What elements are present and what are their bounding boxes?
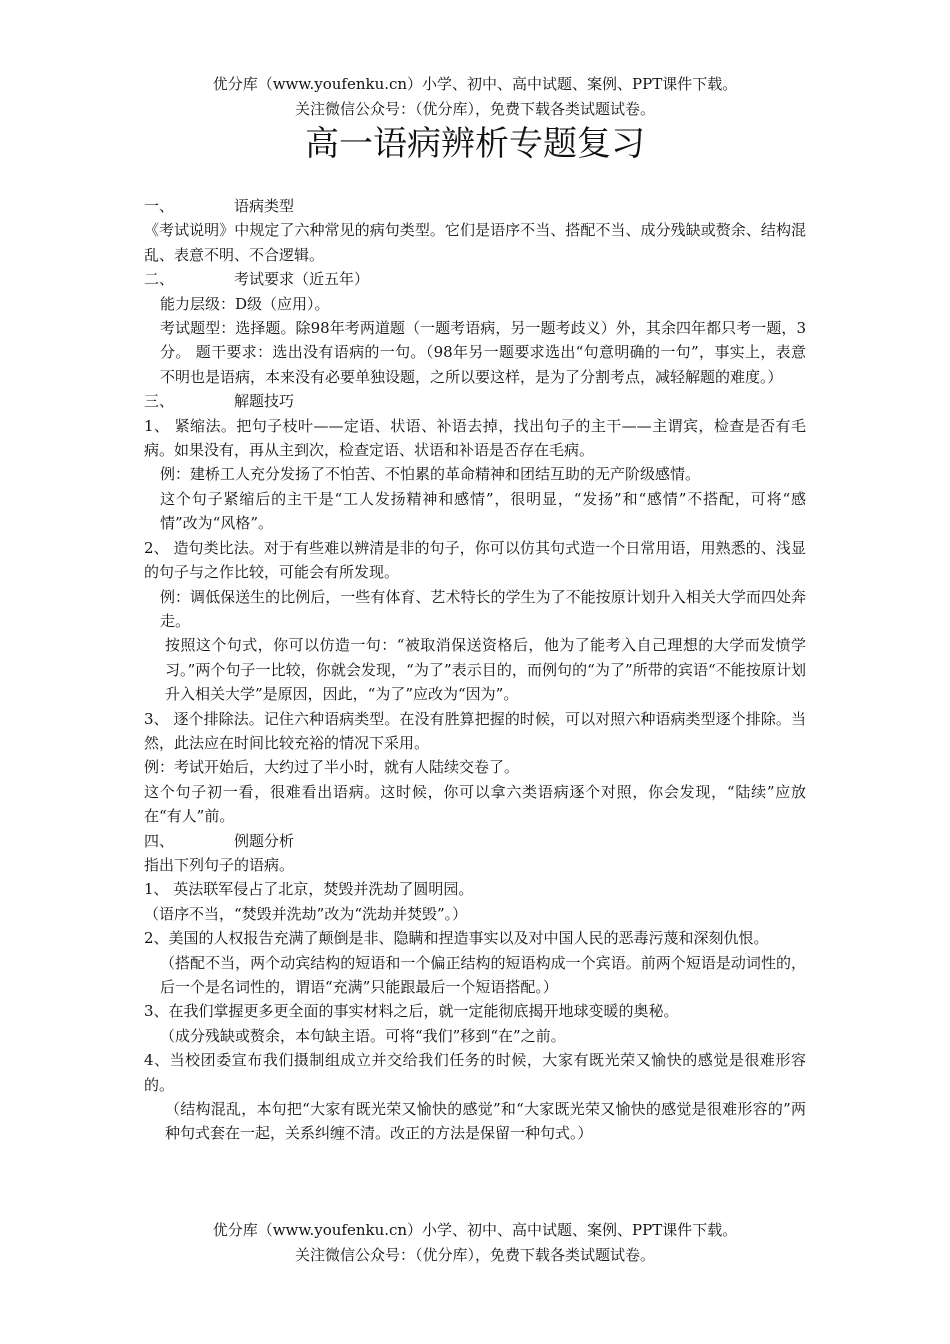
exercise-item: 2、美国的人权报告充满了颠倒是非、隐瞒和捏造事实以及对中国人民的恶毒污蔑和深刻仇恨。 [144,929,769,948]
section-number: 二、 [144,270,175,289]
paragraph: 能力层级：D级（应用）。 [160,294,330,313]
exercise-answer: （语序不当，“焚毁并洗劫”改为“洗劫并焚毁”。） [144,904,468,923]
exercise-answer: （结构混乱，本句把“大家有既光荣又愉快的感觉”和“大家既光荣又愉快的感觉是很难形容的”两种句式套在一起，关系纠缠不清。改正的方法是保留一种句式。） [165,1100,806,1143]
section-heading-1 [144,194,806,218]
exercise-answer: （搭配不当，两个动宾结构的短语和一个偏正结构的短语构成一个宾语。前两个短语是动词性的，后一个是名词性的，谓语“充满”只能跟最后一个短语搭配。） [160,953,806,996]
header-line-2: 关注微信公众号：（优分库），免费下载各类试题试卷。 [294,100,655,118]
example: 例：调低保送生的比例后，一些有体育、艺术特长的学生为了不能按原计划升入相关大学而四处奔走。 [160,587,806,630]
section-number: 三、 [144,392,175,411]
exercise-item: 3、在我们掌握更多更全面的事实材料之后，就一定能彻底揭开地球变暖的奥秘。 [144,1002,679,1021]
paragraph: 1、 紧缩法。把句子枝叶——定语、状语、补语去掉，找出句子的主干——主谓宾，检查是否有毛病。如果没有，再从主到次，检查定语、状语和补语是否存在毛病。 [144,416,806,460]
exercise-item: 4、当校团委宣布我们摄制组成立并交给我们任务的时候，大家有既光荣又愉快的感觉是很难形容的。 [144,1051,806,1094]
footer-line-1: 优分库（www.youfenku.cn）小学、初中、高中试题、案例、PPT课件下载。 [212,1221,738,1239]
page-title: 高一语病辨析专题复习 [305,124,645,164]
paragraph: 这个句子紧缩后的主干是“工人发扬精神和感情”，很明显，“发扬”和“感情”不搭配，可将“感情”改为“风格”。 [160,489,806,533]
section-number: 四、 [144,831,175,850]
section-heading-2 [144,267,806,291]
exercise-item: 1、 英法联军侵占了北京，焚毁并洗劫了圆明园。 [144,880,474,899]
paragraph: 考试题型：选择题。除98年考两道题（一题考语病，另一题考歧义）外，其余四年都只考一题，3分。 题干要求：选出没有语病的一句。（98年另一题要求选出“句意明确的一句”，事实上，表意不明也是语病，本来没有必要单独设题，之所以要这样，是为了分割考点，减轻解题的难度。） [160,319,806,386]
example: 例：建桥工人充分发扬了不怕苦、不怕累的革命精神和团结互助的无产阶级感情。 [160,465,701,484]
exercise-answer: （成分残缺或赘余，本句缺主语。可将“我们”移到“在”之前。 [160,1026,566,1045]
section-heading-4 [144,829,806,853]
section-title: 例题分析 [234,831,295,850]
paragraph: 按照这个句式，你可以仿造一句：“被取消保送资格后，他为了能考入自己理想的大学而发愤学习。”两个句子一比较，你就会发现，“为了”表示目的，而例句的“为了”所带的宾语“不能按原计划升入相关大学”是原因，因此，“为了”应改为“因为”。 [165,636,806,704]
paragraph: 这个句子初一看，很难看出语病。这时候，你可以拿六类语病逐个对照，你会发现，“陆续”应放在“有人”前。 [144,782,806,826]
paragraph: 《考试说明》中规定了六种常见的病句类型。它们是语序不当、搭配不当、成分残缺或赘余、结构混乱、表意不明、不合逻辑。 [144,221,806,264]
example: 例：考试开始后，大约过了半小时，就有人陆续交卷了。 [144,758,520,777]
document-body [144,194,806,1146]
paragraph: 2、 造句类比法。对于有些难以辨清是非的句子，你可以仿其句式造一个日常用语，用熟悉的、浅显的句子与之作比较，可能会有所发现。 [144,538,806,582]
section-heading-3 [144,389,806,413]
paragraph: 3、 逐个排除法。记住六种语病类型。在没有胜算把握的时候，可以对照六种语病类型逐个排除。当然，此法应在时间比较充裕的情况下采用。 [144,709,806,752]
section-number: 一、 [144,197,175,215]
section-title: 考试要求（近五年） [234,270,370,289]
section-title: 语病类型 [234,197,295,215]
paragraph: 指出下列句子的语病。 [144,855,295,874]
footer-line-2: 关注微信公众号：（优分库），免费下载各类试题试卷。 [294,1246,655,1264]
header-line-1: 优分库（www.youfenku.cn）小学、初中、高中试题、案例、PPT课件下载。 [212,75,738,93]
section-title: 解题技巧 [234,392,295,411]
